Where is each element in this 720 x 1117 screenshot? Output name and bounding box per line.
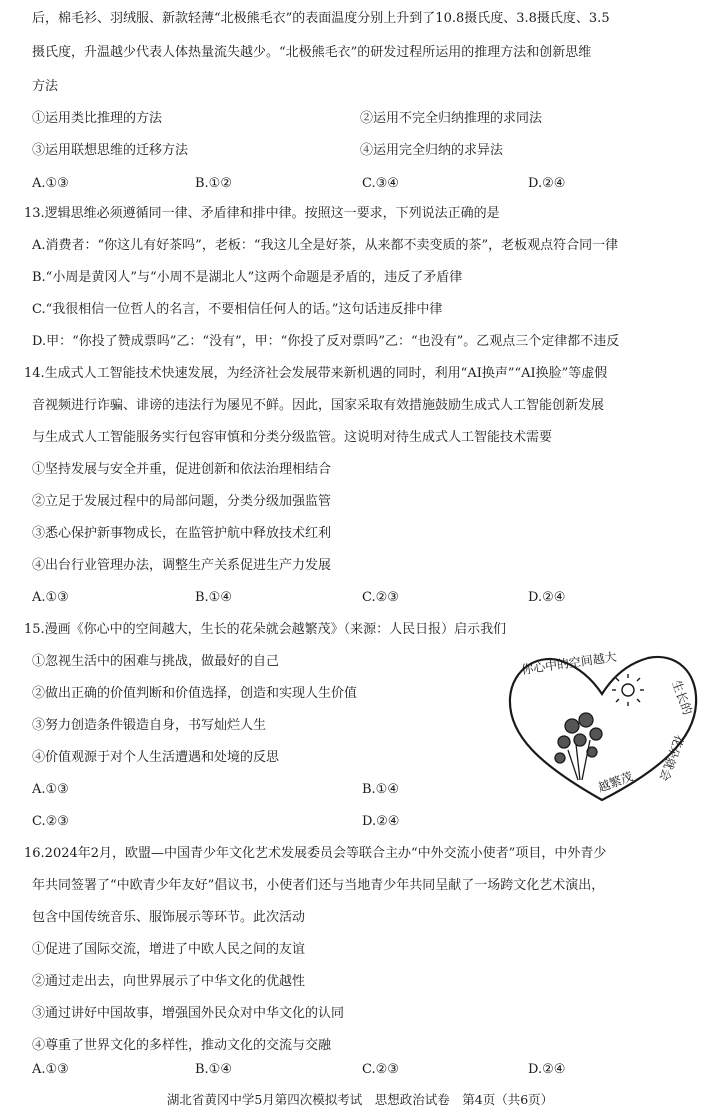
flower-bouquet-icon [555,713,602,780]
svg-text:你心中的空间越大: 你心中的空间越大 [520,649,618,677]
q15-item-4: ④价值观源于对个人生活遭遇和处境的反思 [32,750,280,765]
q14-item-1: ①坚持发展与安全并重，促进创新和依法治理相结合 [32,462,332,477]
q12-item-4: ④运用完全归纳的求异法 [360,143,504,158]
q12-item-2: ②运用不完全归纳推理的求同法 [360,111,543,126]
q14-stem-line-2: 音视频进行诈骗、诽谤的违法行为屡见不鲜。因此，国家采取有效措施鼓励生成式人工智能创新发展 [32,398,605,413]
q16-item-2: ②通过走出去，向世界展示了中华文化的优越性 [32,974,306,989]
q15-option-c: C.②③ [32,814,69,829]
svg-text:生长的: 生长的 [669,678,695,717]
svg-text:越繁茂: 越繁茂 [596,769,635,795]
q12-option-c: C.③④ [362,176,399,191]
q12-stem-line-2: 摄氏度，升温越少代表人体热量流失越少。“北极熊毛衣”的研发过程所运用的推理方法和创新思维 [32,45,592,60]
q15-item-3: ③努力创造条件锻造自身，书写灿烂人生 [32,718,267,733]
heart-flower-cartoon [500,640,705,805]
q16-stem-line-2: 年共同签署了“中欧青少年友好”倡议书，小使者们还与当地青少年共同呈献了一场跨文化艺术演出， [32,878,605,893]
q16-option-d: D.②④ [528,1062,566,1077]
q13-choice-b: B.“小周是黄冈人”与“小周不是湖北人”这两个命题是矛盾的，违反了矛盾律 [32,270,463,285]
q16-item-3: ③通过讲好中国故事，增强国外民众对中华文化的认同 [32,1006,345,1021]
q12-item-1: ①运用类比推理的方法 [32,111,163,126]
q14-option-b: B.①④ [195,590,232,605]
q14-item-3: ③悉心保护新事物成长，在监管护航中释放技术红利 [32,526,332,541]
page-footer: 湖北省黄冈中学5月第四次模拟考试 思想政治试卷 第4页（共6页） [166,1092,554,1107]
svg-text:花朵就会: 花朵就会 [656,732,687,783]
q16-stem-line-3: 包含中国传统音乐、服饰展示等环节。此次活动 [32,910,306,925]
q12-item-3: ③运用联想思维的迁移方法 [32,143,189,158]
q15-item-1: ①忽视生活中的困难与挑战，做最好的自己 [32,654,280,669]
q14-item-2: ②立足于发展过程中的局部问题，分类分级加强监管 [32,494,332,509]
cartoon-caption-handwriting [520,649,695,795]
q14-option-d: D.②④ [528,590,566,605]
q12-stem-line-1: 后，棉毛衫、羽绒服、新款轻薄“北极熊毛衣”的表面温度分别上升到了10.8摄氏度、3.8摄氏度、3.5 [32,11,610,26]
q16-item-1: ①促进了国际交流，增进了中欧人民之间的友谊 [32,942,306,957]
q16-option-b: B.①④ [195,1062,232,1077]
q12-option-d: D.②④ [528,176,566,191]
q16-option-a: A.①③ [32,1062,69,1077]
q13-choice-d: D.甲：“你投了赞成票吗”乙：“没有”，甲：“你投了反对票吗”乙：“也没有”。乙观点三个定律都不违反 [32,334,620,349]
q14-item-4: ④出台行业管理办法，调整生产关系促进生产力发展 [32,558,332,573]
sun-icon [612,674,644,706]
q15-option-a: A.①③ [32,782,69,797]
q12-option-a: A.①③ [32,176,69,191]
q13-choice-a: A.消费者：“你这儿有好茶吗”，老板：“我这儿全是好茶，从来都不卖变质的茶”，老板观点符合同一律 [32,238,619,253]
q16-item-4: ④尊重了世界文化的多样性，推动文化的交流与交融 [32,1038,332,1053]
q14-stem-line-1: 14.生成式人工智能技术快速发展，为经济社会发展带来新机遇的同时，利用“AI换声”“AI换脸”等虚假 [24,366,608,381]
q15-item-2: ②做出正确的价值判断和价值选择，创造和实现人生价值 [32,686,358,701]
q16-stem-line-1: 16.2024年2月，欧盟—中国青少年文化艺术发展委员会等联合主办“中外交流小使者”项目，中外青少 [24,846,607,861]
q12-stem-line-3: 方法 [32,79,59,94]
q14-option-a: A.①③ [32,590,69,605]
q15-option-d: D.②④ [362,814,400,829]
q15-stem: 15.漫画《你心中的空间越大，生长的花朵就会越繁茂》（来源：人民日报）启示我们 [24,622,507,637]
q14-stem-line-3: 与生成式人工智能服务实行包容审慎和分类分级监管。这说明对待生成式人工智能技术需要 [32,430,553,445]
q15-option-b: B.①④ [362,782,399,797]
q14-option-c: C.②③ [362,590,399,605]
q13-stem: 13.逻辑思维必须遵循同一律、矛盾律和排中律。按照这一要求，下列说法正确的是 [24,206,500,221]
q13-choice-c: C.“我很相信一位哲人的名言，不要相信任何人的话。”这句话违反排中律 [32,302,443,317]
q12-option-b: B.①② [195,176,232,191]
q16-option-c: C.②③ [362,1062,399,1077]
